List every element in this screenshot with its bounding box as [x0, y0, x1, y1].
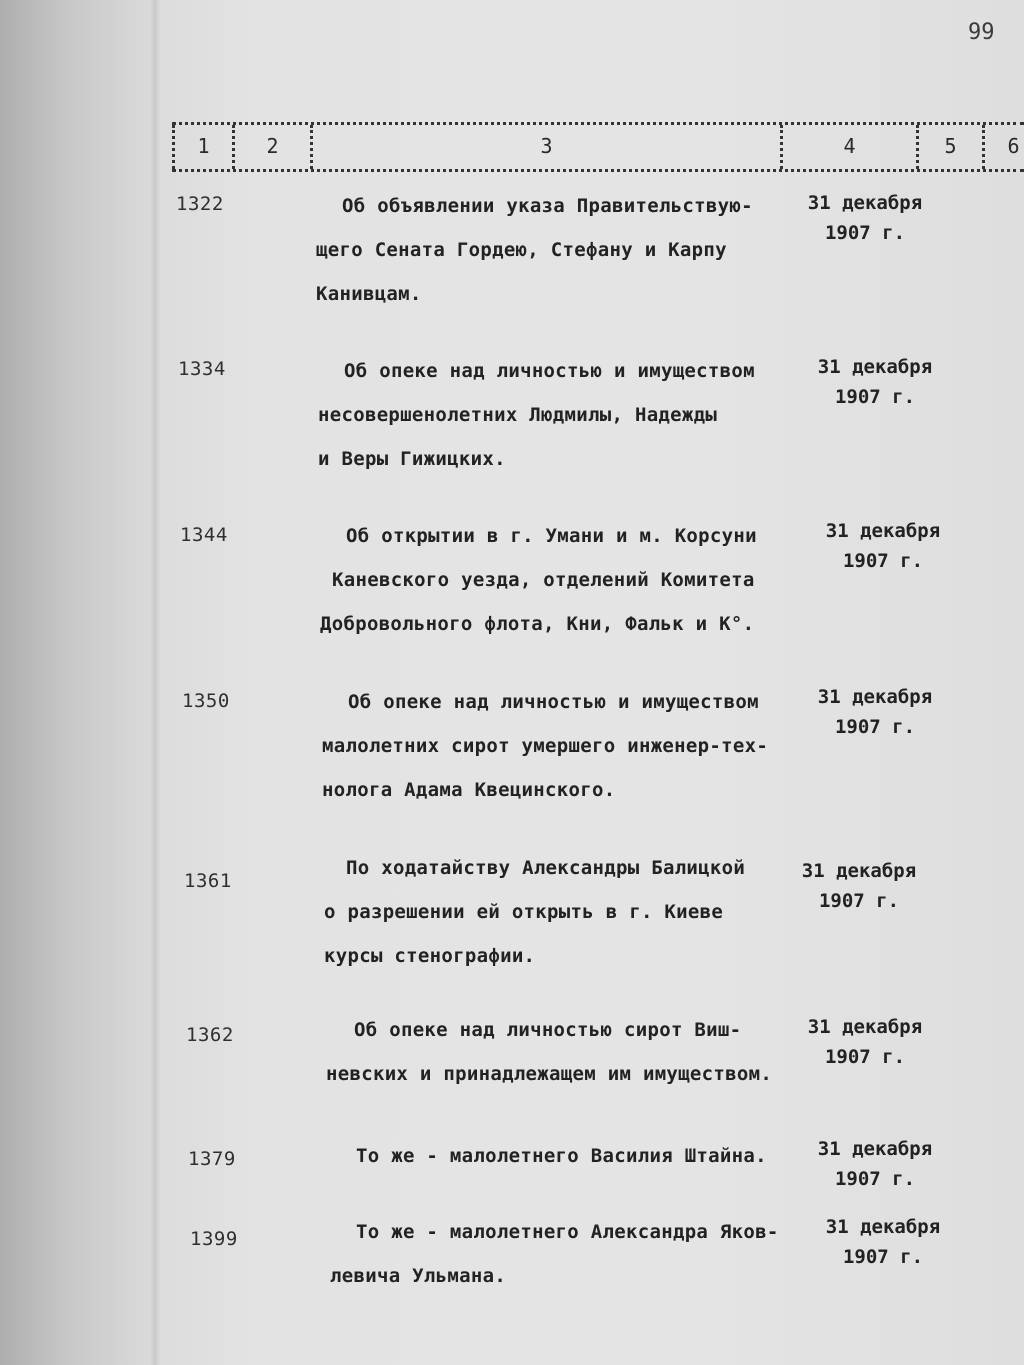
date-year: 1907 г.	[834, 386, 916, 408]
page-fold-shadow	[150, 0, 160, 1365]
description-line: щего Сената Гордею, Стефану и Карпу	[316, 239, 727, 261]
description-line: Каневского уезда, отделений Комитета	[332, 569, 755, 591]
entry-description	[318, 349, 755, 481]
entry-number: 1344	[180, 524, 228, 546]
column-header-6: 6	[982, 125, 1024, 169]
entry-date	[800, 682, 950, 742]
entry-number: 1361	[184, 870, 232, 892]
description-line: несовершенолетних Людмилы, Надежды	[318, 404, 718, 426]
date-day-month: 31 декабря	[825, 520, 941, 542]
entry-description	[324, 846, 745, 978]
column-header-3: 3	[310, 125, 780, 169]
entry-date	[790, 188, 940, 248]
date-year: 1907 г.	[818, 890, 900, 912]
description-line: Канивцам.	[316, 283, 422, 305]
description-line: курсы стенографии.	[324, 945, 536, 967]
date-day-month: 31 декабря	[817, 356, 933, 378]
entry-number: 1399	[190, 1228, 238, 1250]
entry-description	[322, 680, 768, 812]
date-year: 1907 г.	[824, 1046, 906, 1068]
date-day-month: 31 декабря	[817, 686, 933, 708]
date-day-month: 31 декабря	[801, 860, 917, 882]
date-year: 1907 г.	[824, 222, 906, 244]
entry-date	[784, 856, 934, 916]
date-day-month: 31 декабря	[807, 1016, 923, 1038]
entry-number: 1322	[176, 193, 224, 215]
date-year: 1907 г.	[834, 1168, 916, 1190]
description-line: и Веры Гижицких.	[318, 448, 506, 470]
description-line: Об открытии в г. Умани и м. Корсуни	[346, 525, 757, 547]
entry-description	[316, 184, 753, 316]
column-header-2: 2	[232, 125, 310, 169]
date-year: 1907 г.	[842, 550, 924, 572]
date-day-month: 31 декабря	[825, 1216, 941, 1238]
entry-description	[330, 1210, 779, 1298]
date-day-month: 31 декабря	[807, 192, 923, 214]
entry-description	[320, 514, 757, 646]
description-line: Добровольного флота, Кни, Фальк и К°.	[320, 613, 755, 635]
description-line: Об опеке над личностью сирот Виш-	[354, 1019, 742, 1041]
entry-number: 1379	[188, 1148, 236, 1170]
description-line: невских и принадлежащем им имуществом.	[326, 1063, 773, 1085]
description-line: о разрешении ей открыть в г. Киеве	[324, 901, 724, 923]
description-line: Об объявлении указа Правительствую-	[342, 195, 753, 217]
entry-number: 1350	[182, 690, 230, 712]
description-line: левича Ульмана.	[330, 1265, 507, 1287]
entry-date	[800, 1134, 950, 1194]
table-header-row	[172, 122, 1024, 172]
entry-description	[326, 1008, 772, 1096]
page-number: 99	[968, 20, 995, 45]
description-line: нолога Адама Квецинского.	[322, 779, 616, 801]
entry-number: 1362	[186, 1024, 234, 1046]
description-line: Об опеке над личностью и имуществом	[348, 691, 759, 713]
description-line: То же - малолетнего Василия Штайна.	[356, 1145, 767, 1167]
entry-date	[808, 1212, 958, 1272]
date-year: 1907 г.	[842, 1246, 924, 1268]
entry-date	[808, 516, 958, 576]
description-line: Об опеке над личностью и имуществом	[344, 360, 755, 382]
entry-number: 1334	[178, 358, 226, 380]
entry-date	[800, 352, 950, 412]
entry-date	[790, 1012, 940, 1072]
description-line: По ходатайству Александры Балицкой	[346, 857, 746, 879]
date-year: 1907 г.	[834, 716, 916, 738]
column-header-1: 1	[172, 125, 232, 169]
date-day-month: 31 декабря	[817, 1138, 933, 1160]
entry-description	[356, 1134, 767, 1178]
description-line: То же - малолетнего Александра Яков-	[356, 1221, 779, 1243]
column-header-4: 4	[780, 125, 916, 169]
column-header-5: 5	[916, 125, 982, 169]
description-line: малолетних сирот умершего инженер-тех-	[322, 735, 769, 757]
